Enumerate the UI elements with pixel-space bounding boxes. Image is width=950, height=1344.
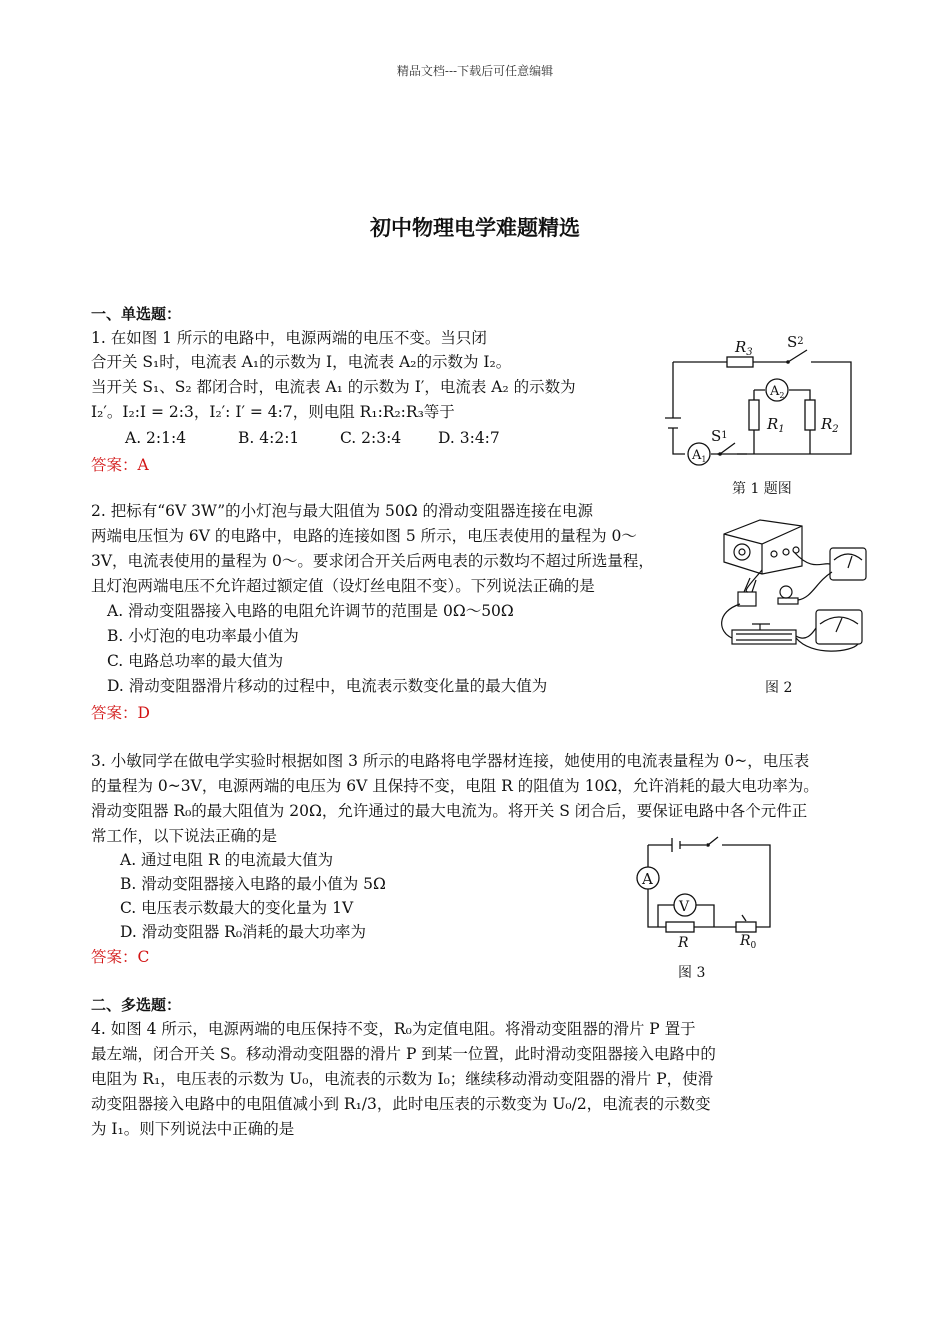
q1-option-a: A. 2:1:4 <box>125 429 187 447</box>
q4-line-1: 4. 如图 4 所示，电源两端的电压保持不变，R₀为定值电阻。将滑动变阻器的滑片 P 置于 <box>91 1020 696 1038</box>
q4-line-4: 动变阻器接入电路中的电阻值减小到 R₁/3，此时电压表的示数变为 U₀/2，电流表的示数变 <box>91 1095 711 1113</box>
q1-line-3: 当开关 S₁、S₂ 都闭合时，电流表 A₁ 的示数为 I′，电流表 A₂ 的示数为 <box>91 378 576 396</box>
s2-label: $S^2$ <box>787 333 804 351</box>
q1-line-4: I₂′。I₂:I = 2:3，I₂′: I′ = 4:7，则电阻 R₁:R₂:R₃等于 <box>91 403 455 421</box>
r0-label: $R_0$ <box>740 933 757 950</box>
figure-2-apparatus <box>712 512 872 672</box>
q3-line-2: 的量程为 0~3V，电源两端的电压为 6V 且保持不变，电阻 R 的阻值为 10Ω，允许消耗的最大电功率为。 <box>91 777 819 795</box>
q2-line-3: 3V，电流表使用的量程为 0～。要求闭合开关后两电表的示数均不超过所选量程， <box>91 552 654 570</box>
q2-answer: 答案：D <box>91 704 150 722</box>
r1-label: $R_1$ <box>767 415 785 435</box>
document-title: 初中物理电学难题精选 <box>370 215 580 240</box>
q4-line-2: 最左端，闭合开关 S。移动滑动变阻器的滑片 P 到某一位置，此时滑动变阻器接入电路中的 <box>91 1045 716 1063</box>
q1-option-b: B. 4:2:1 <box>238 429 300 447</box>
q1-line-2: 合开关 S₁时，电流表 A₁的示数为 I，电流表 A₂的示数为 I₂。 <box>91 353 512 371</box>
figure-1-circuit <box>655 330 860 470</box>
q2-option-c: C. 电路总功率的最大值为 <box>107 652 284 670</box>
q3-option-b: B. 滑动变阻器接入电路的最小值为 5Ω <box>120 875 386 893</box>
q3-option-a: A. 通过电阻 R 的电流最大值为 <box>120 851 334 869</box>
figure-3-circuit <box>628 835 778 950</box>
a1-label: $A_1$ <box>692 448 707 464</box>
voltmeter-label: V <box>679 899 690 915</box>
q2-line-4: 且灯泡两端电压不允许超过额定值（设灯丝电阻不变）。下列说法正确的是 <box>91 577 595 595</box>
r2-label: $R_2$ <box>821 415 839 435</box>
q1-line-1: 1. 在如图 1 所示的电路中，电源两端的电压不变。当只闭 <box>91 329 487 347</box>
q1-option-d: D. 3:4:7 <box>438 429 500 447</box>
q2-option-a: A. 滑动变阻器接入电路的电阻允许调节的范围是 0Ω～50Ω <box>107 602 514 620</box>
a2-label: $A_2$ <box>770 384 785 400</box>
ammeter-label: A <box>642 870 653 888</box>
q3-line-4: 常工作，以下说法正确的是 <box>91 827 278 845</box>
q4-line-3: 电阻为 R₁，电压表的示数为 U₀，电流表的示数为 I₀；继续移动滑动变阻器的滑片 P，使滑 <box>91 1070 714 1088</box>
q1-answer: 答案：A <box>91 456 149 474</box>
section-heading-multi: 二、多选题： <box>91 996 182 1014</box>
q3-line-1: 3. 小敏同学在做电学实验时根据如图 3 所示的电路将电学器材连接，她使用的电流表量程为 0~，电压表 <box>91 752 810 770</box>
q2-line-2: 两端电压恒为 6V 的电路中，电路的连接如图 5 所示，电压表使用的量程为 0～ <box>91 527 637 545</box>
q4-line-5: 为 I₁。则下列说法中正确的是 <box>91 1120 295 1138</box>
page-header: 精品文档---下载后可任意编辑 <box>396 64 554 78</box>
q2-line-1: 2. 把标有“6V 3W”的小灯泡与最大阻值为 50Ω 的滑动变阻器连接在电源 <box>91 502 594 520</box>
r-label: R <box>678 935 689 950</box>
q3-answer: 答案：C <box>91 948 150 966</box>
q3-option-c: C. 电压表示数最大的变化量为 1V <box>120 899 354 917</box>
section-heading-single: 一、单选题： <box>91 305 182 323</box>
q1-option-c: C. 2:3:4 <box>340 429 402 447</box>
q2-option-d: D. 滑动变阻器滑片移动的过程中，电流表示数变化量的最大值为 <box>107 677 548 695</box>
figure-3-caption: 图 3 <box>678 965 706 981</box>
s1-label: $S^1$ <box>711 427 728 445</box>
q3-option-d: D. 滑动变阻器 R₀消耗的最大功率为 <box>120 923 367 941</box>
q2-option-b: B. 小灯泡的电功率最小值为 <box>107 627 299 645</box>
r3-label: $R_3$ <box>735 338 753 358</box>
figure-2-caption: 图 2 <box>765 680 793 696</box>
figure-1-caption: 第 1 题图 <box>732 481 792 497</box>
q3-line-3: 滑动变阻器 R₀的最大阻值为 20Ω，允许通过的最大电流为。将开关 S 闭合后，要保证电路中各个元件正 <box>91 802 808 820</box>
